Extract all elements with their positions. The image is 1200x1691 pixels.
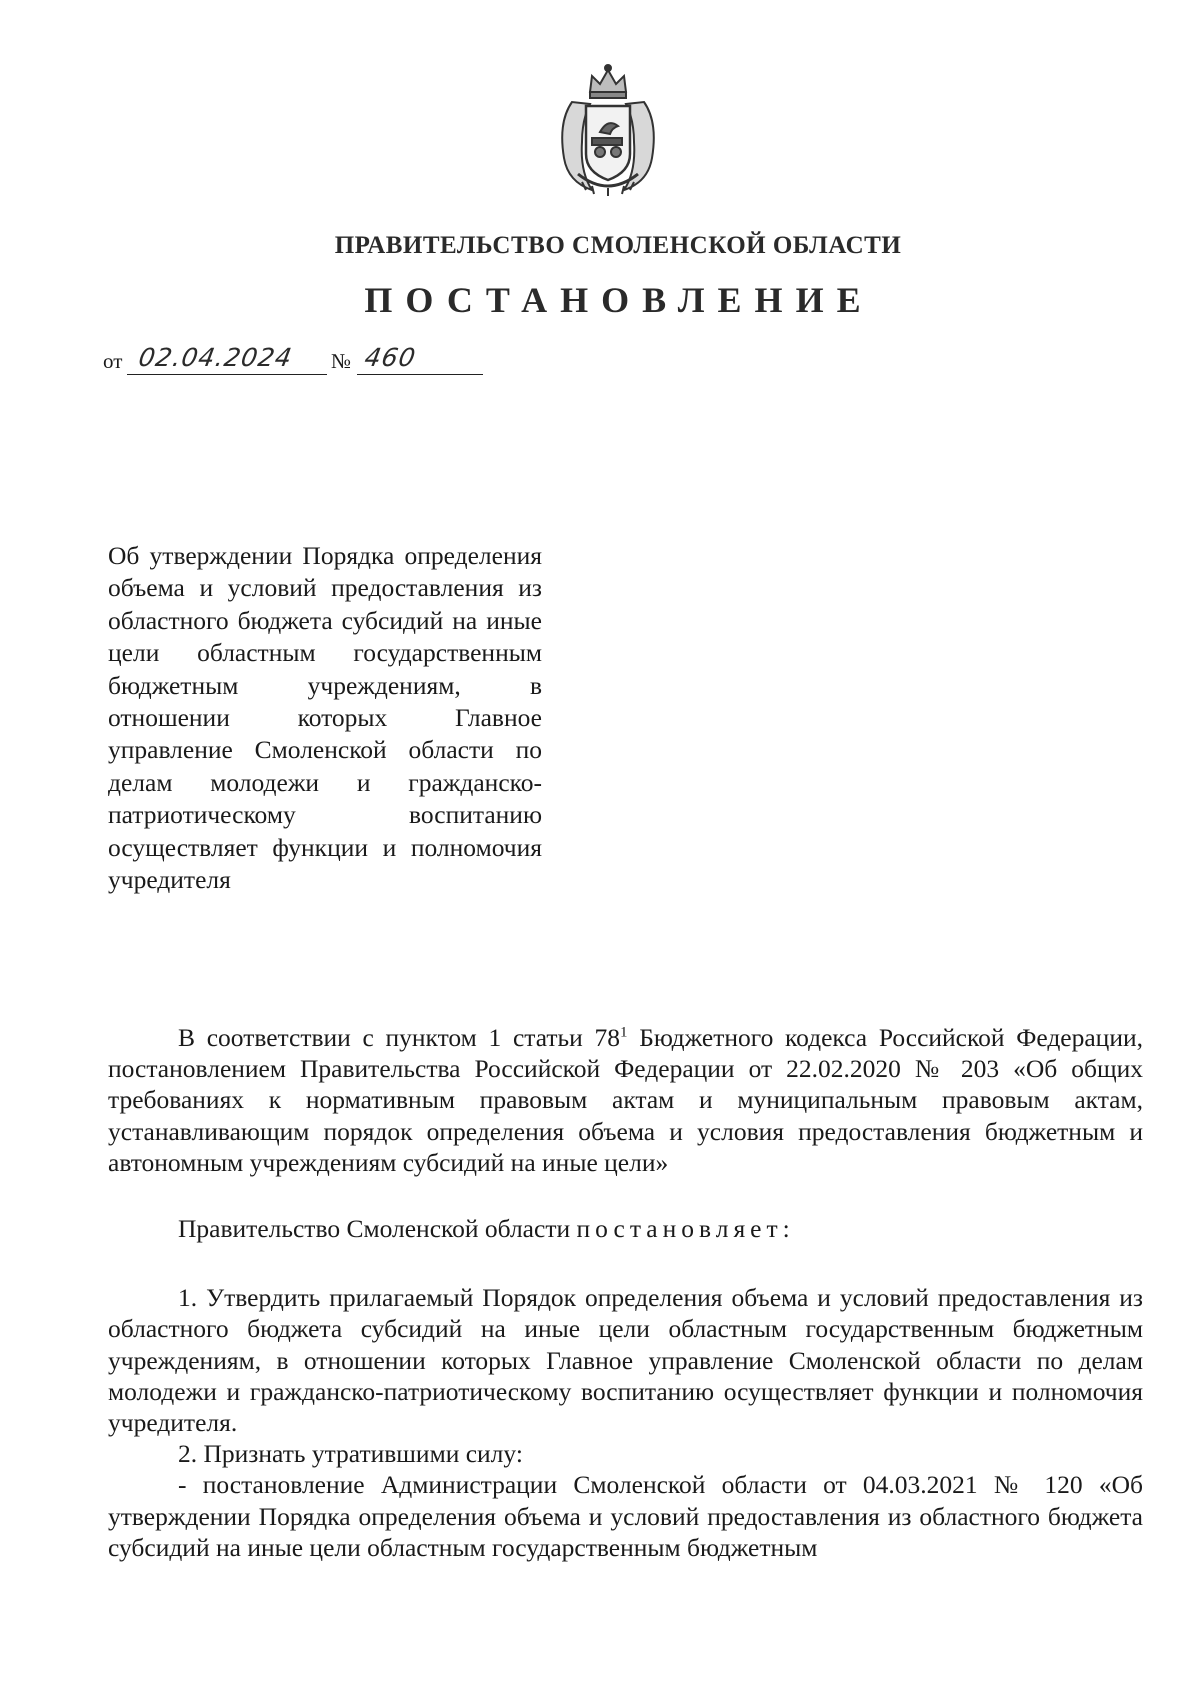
resolves-suffix: : — [782, 1214, 790, 1244]
preamble-text-start: В соответствии с пунктом 1 статьи 78 — [178, 1023, 621, 1052]
resolves-verb: постановляет — [576, 1214, 783, 1244]
document-body — [108, 1022, 1143, 1563]
date-value: 02.04.2024 — [136, 343, 295, 372]
preamble-paragraph — [108, 1022, 1143, 1178]
coat-of-arms-icon — [552, 62, 664, 198]
document-type-title: ПОСТАНОВЛЕНИЕ — [364, 280, 874, 320]
document-meta — [103, 342, 533, 382]
item-2-subitem-paragraph: - постановление Администрации Смоленской области от 04.03.2021 № 120 «Об утверждении Порядка определения объема и условий предоставления из областного бюджета субсидий на иные цели областным государственным бюджетным — [108, 1470, 1143, 1562]
document-subject: Об утверждении Порядка определения объема и условий предоставления из областного бюджета субсидий на иные цели областным государственным бюджетным учреждениям, в отношении которых Главное управление Смоленской области по делам молодежи и гражданско-патриотическому воспитанию осуществляет функции и полномочия учредителя — [108, 541, 542, 895]
item-1-paragraph: 1. Утвердить прилагаемый Порядок определения объема и условий предоставления из областного бюджета субсидий на иные цели областным государственным бюджетным учреждениям, в отношении которых Главное управление Смоленской области по делам молодежи и гражданско-патриотическому воспитанию осуществляет функции и полномочия учредителя. — [108, 1283, 1143, 1438]
preamble-text-end: Бюджетного кодекса Российской Федерации, постановлением Правительства Российской Федерации от 22.02.2020 № 203 «Об общих требованиях к нормативным правовым актам и муниципальным правовым актам, устанавливающим порядок определения объема и условия предоставления бюджетным и автономным учреждениям субсидий на иные цели» — [108, 1023, 1143, 1177]
resolves-prefix: Правительство Смоленской области — [178, 1214, 577, 1244]
item-2-paragraph: 2. Признать утратившими силу: — [178, 1439, 523, 1469]
resolves-paragraph — [108, 1213, 1143, 1244]
number-label: № — [331, 349, 352, 373]
organization-title: ПРАВИТЕЛЬСТВО СМОЛЕНСКОЙ ОБЛАСТИ — [334, 232, 902, 259]
article-superscript: 1 — [620, 1024, 628, 1041]
number-value: 460 — [362, 343, 419, 372]
date-label: от — [103, 349, 123, 373]
